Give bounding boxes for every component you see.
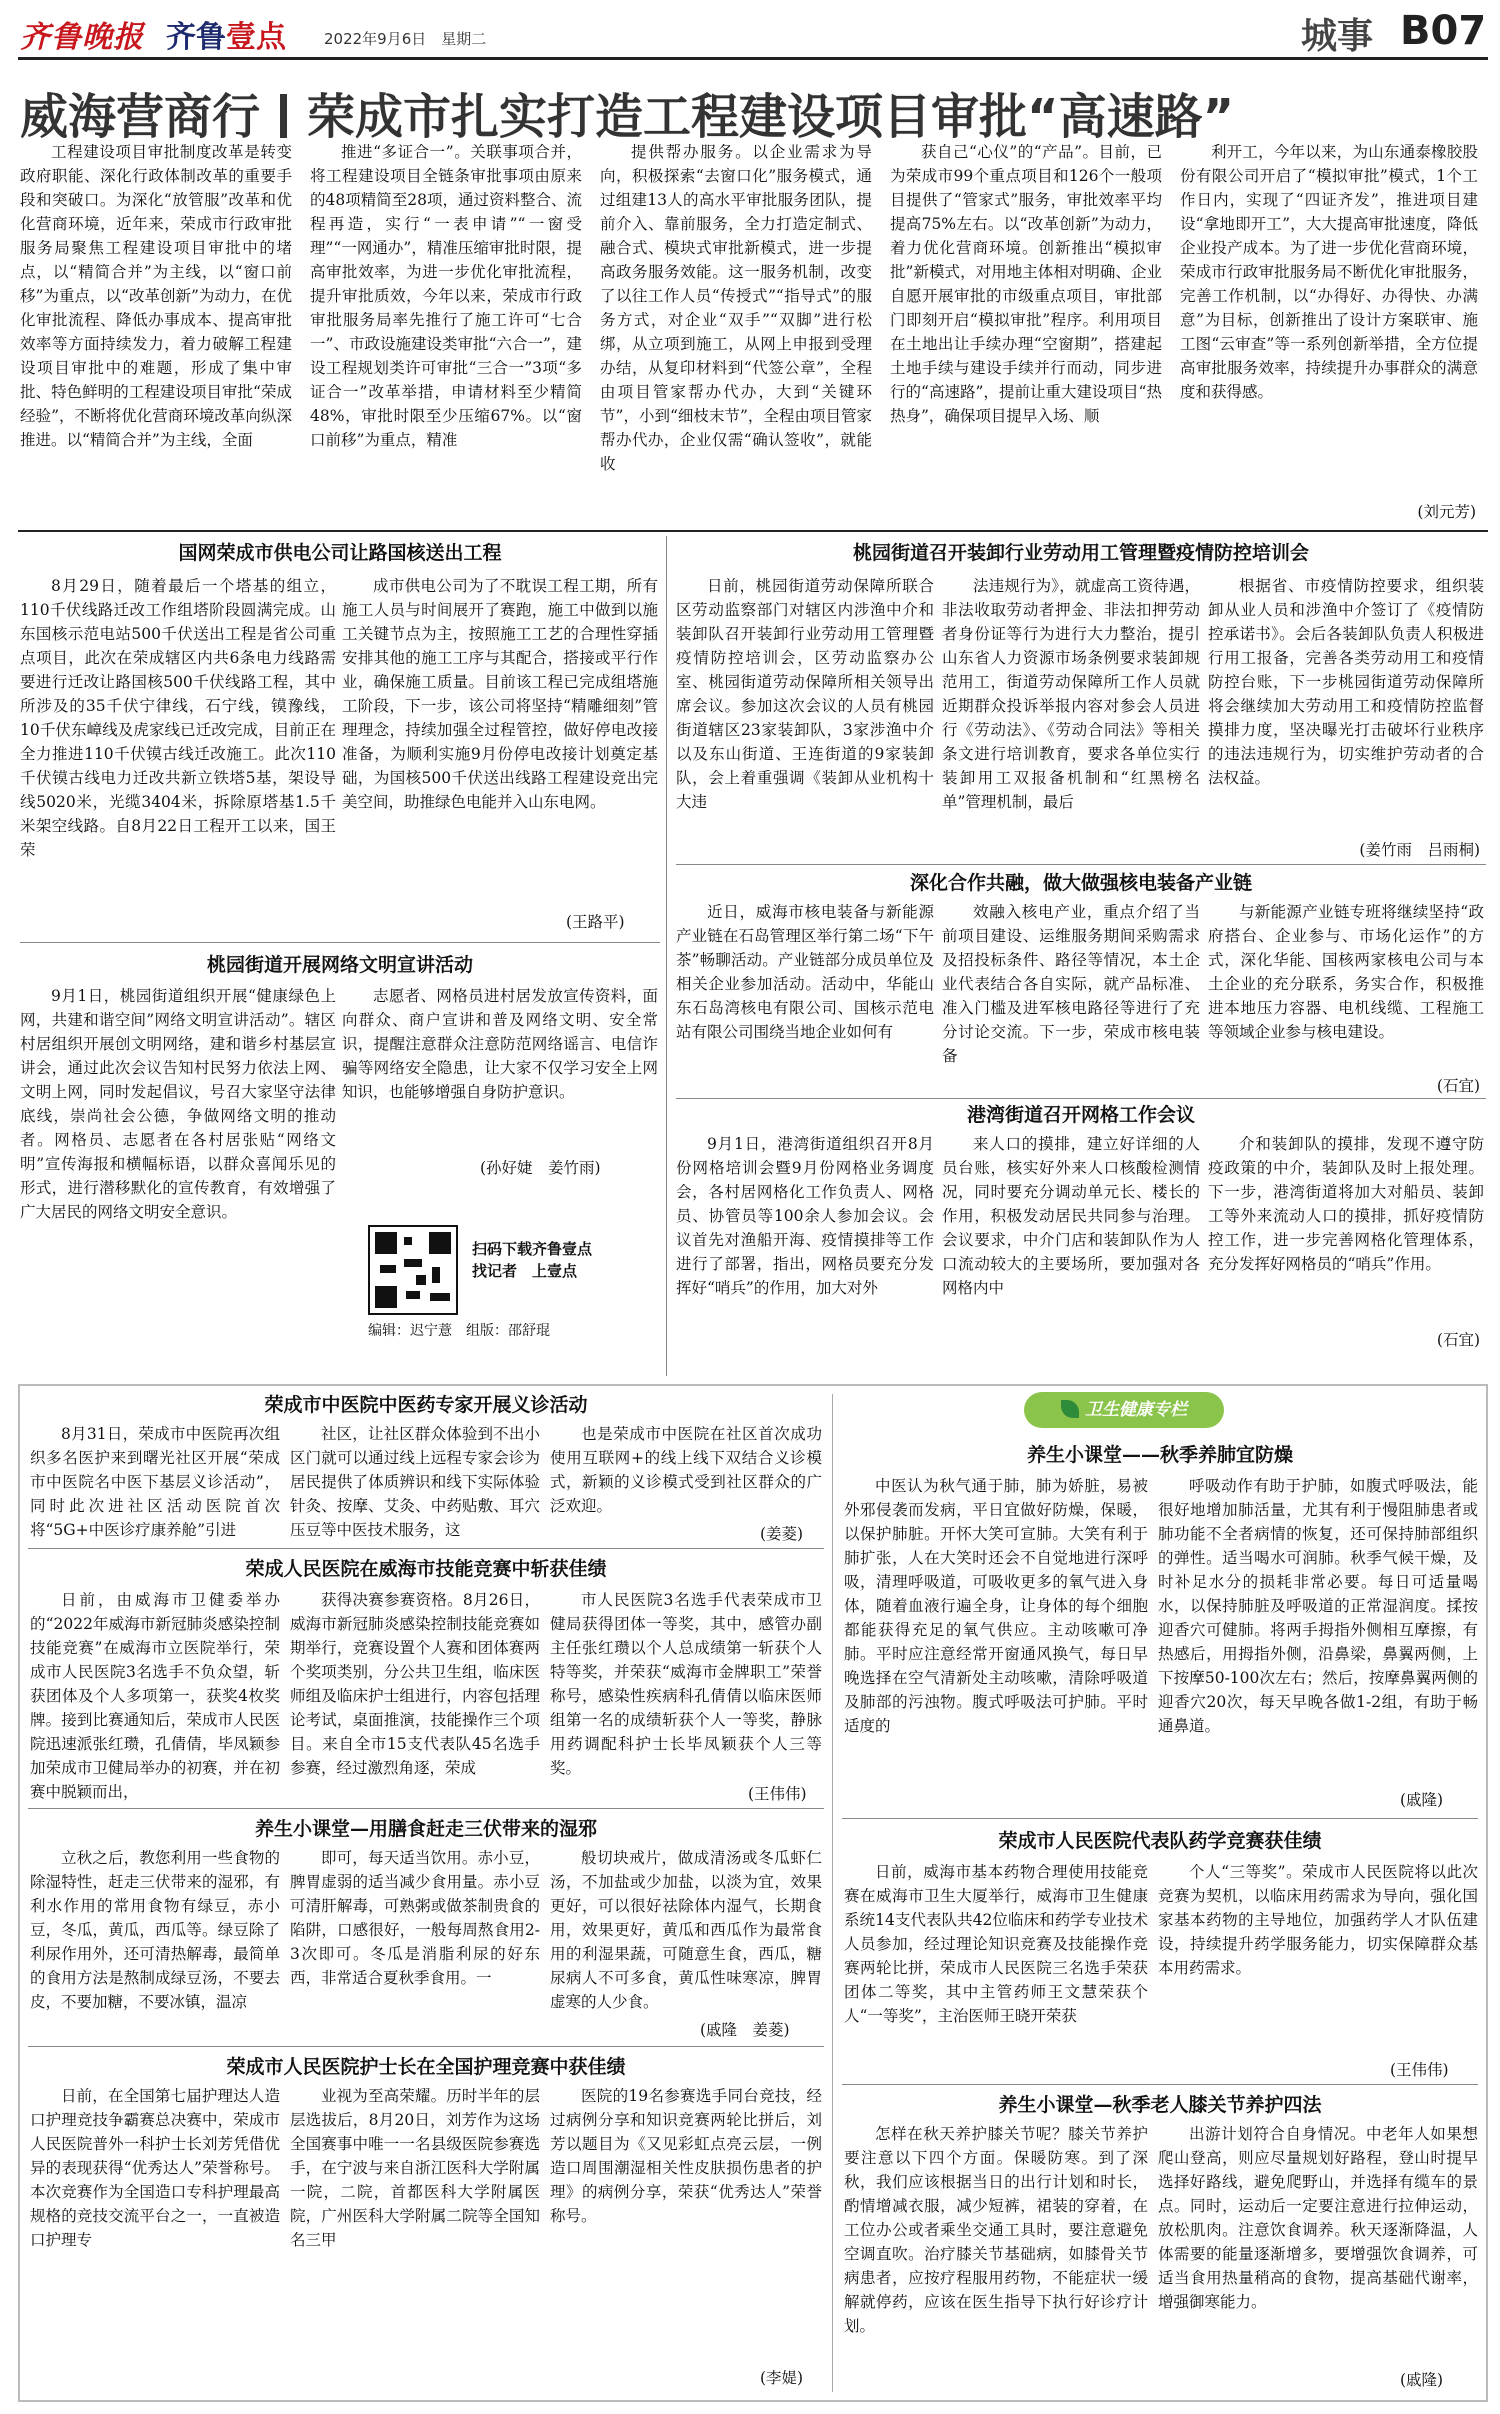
main-article-col1: 工程建设项目审批制度改革是转变政府职能、深化行政体制改革的重要手段和突破口。为深化“放管服”改革和优化营商环境，近年来，荣成市行政审批服务局聚焦工程建设项目审批中的堵点，以“精简合并”为主线，以“窗口前移”为重点，以“改革创新”为动力，在优化审批流程、降低办事成本、提高审批效率等方面持续发力，着力破解工程建设项目审批中的难题，形成了集中审批、特色鲜明的工程建设项目审批“荣成经验”，不断将优化营商环境改革向纵深推进。以“精简合并”为主线，全面 xyxy=(20,143,292,449)
article-body: 市人民医院3名选手代表荣成市卫健局获得团体一等奖，其中，感管办副主任张红瓒以个人总成绩第一斩获个人特等奖，并荣获“威海市金牌职工”荣誉称号，感染性疾病科孔倩倩以临床医师组第一名的成绩斩获个人一等奖，静脉用药调配科护士长毕凤颖获个人三等奖。 xyxy=(550,1591,822,1777)
main-byline: (刘元芳) xyxy=(1417,503,1476,521)
main-article-col4: 获自己“心仪”的“产品”。目前，已为荣成市99个重点项目和126个一般项目提供了“管家式”服务，审批效率平均提高75%左右。以“改革创新”为动力，着力优化营商环境。创新推出“模拟审批”新模式，对用地主体相对明确、企业自愿开展审批的市级重点项目，审批部门即刻开启“模拟审批”程序。利用项目在土地出让手续办理“空窗期”，搭建起土地手续与建设手续并行而动，同步进行的“高速路”，提前让重大建设项目“热热身”，确保项目提早入场、顺 xyxy=(890,143,1162,425)
divider xyxy=(28,2046,824,2047)
article-body: 业视为至高荣耀。历时半年的层层选拔后，8月20日，刘芳作为这场全国赛事中唯一一名县级医院参赛选手，在宁波与来自浙江医科大学附属一院，二院，首都医科大学附属医院，广州医科大学附属二院等全国知名三甲 xyxy=(290,2087,540,2249)
article-byline: (王伟伟) xyxy=(1390,2061,1449,2079)
article-title: 荣成市人民医院代表队药学竞赛获佳绩 xyxy=(998,1830,1322,1852)
article-title: 桃园街道召开装卸行业劳动用工管理暨疫情防控培训会 xyxy=(852,542,1309,564)
divider xyxy=(28,1808,824,1809)
qr-caption: 扫码下载齐鲁壹点 找记者 上壹点 xyxy=(472,1240,593,1280)
article-body: 即可，每天适当饮用。赤小豆，脾胃虚弱的适当减少食用量。赤小豆可清肝解毒，可熟粥或做茶制贵食的陷阱，口感很好，一般每周熬食用2-3次即可。冬瓜是消脂利尿的好东西，非常适合夏秋季食用。一 xyxy=(290,1849,540,1987)
article-title: 桃园街道开展网络文明宣讲活动 xyxy=(206,954,473,976)
article-body: 呼吸动作有助于护肺，如腹式呼吸法，能很好地增加肺活量，尤其有利于慢阻肺患者或肺功能不全者病情的恢复，还可保持肺部组织的弹性。适当喝水可润肺。秋季气候干燥，及时补足水分的损耗非常必要。每日可适量喝水，以保持肺脏及呼吸道的正常湿润度。揉按迎香穴可健肺。将两手拇指外侧相互摩擦，有热感后，用拇指外侧，沿鼻梁，鼻翼两侧，上下按摩50-100次左右；然后，按摩鼻翼两侧的迎香穴20次，每天早晚各做1-2组，有助于畅通鼻道。 xyxy=(1158,1477,1478,1735)
article-title: 荣成市人民医院护士长在全国护理竞赛中获佳绩 xyxy=(226,2056,626,2078)
article-body: 般切块戒片，做成清汤或冬瓜虾仁汤，不加盐或少加盐，以淡为宜，效果更好，可以很好祛除体内湿气，长期食用，效果更好，黄瓜和西瓜作为最常食用的利湿果蔬，可随意生食，西瓜，糖尿病人不可多食，黄瓜性味寒凉，脾胃虚寒的人少食。 xyxy=(550,1849,822,2011)
leaf-icon xyxy=(1061,1400,1079,1418)
article-body: 8月31日，荣成市中医院再次组织多名医护来到曙光社区开展“荣成市中医院名中医下基层义诊活动”，同时此次进社区活动医院首次将“5G+中医诊疗康养舱”引进 xyxy=(30,1425,280,1539)
article-body: 获得决赛参赛资格。8月26日，威海市新冠肺炎感染控制技能竞赛如期举行，竞赛设置个人赛和团体赛两个奖项类别，分公共卫生组，临床医师组及临床护士组进行，内容包括理论考试，桌面推演，技能操作三个项目。来自全市15支代表队45名选手参赛，经过激烈角逐，荣成 xyxy=(290,1591,540,1777)
article-body: 怎样在秋天养护膝关节呢？膝关节养护要注意以下四个方面。保暖防寒。到了深秋，我们应该根据当日的出行计划和时长，酌情增减衣服，减少短裤，裙装的穿着，在工位办公或者乘坐交通工具时，要注意避免空调直吹。治疗膝关节基础病，如膝骨关节病患者，应按疗程服用药物，不能症状一缓解就停药，应该在医生指导下执行好诊疗计划。 xyxy=(844,2125,1148,2335)
editor-credit: 编辑：迟宁薏 组版：邵舒琨 xyxy=(368,1323,550,1339)
article-body: 根据省、市疫情防控要求，组织装卸从业人员和涉渔中介签订了《疫情防控承诺书》。会后各装卸队负责人积极进行用工报备，完善各类劳动用工和疫情防控台账，下一步桃园街道劳动保障所将会继续加大劳动用工和疫情防控监督摸排力度，坚决曝光打击破坏行业秩序的违法违规行为，切实维护劳动者的合法权益。 xyxy=(1208,577,1484,787)
article-body: 个人“三等奖”。荣成市人民医院将以此次竞赛为契机，以临床用药需求为导向，强化国家基本药物的主导地位，加强药学人才队伍建设，持续提升药学服务能力，切实保障群众基本用药需求。 xyxy=(1158,1863,1478,1977)
divider xyxy=(676,864,1486,865)
article-body: 立秋之后，教您利用一些食物的除湿特性，赶走三伏带来的湿邪，有利水作用的常用食物有绿豆，赤小豆，冬瓜，黄瓜，西瓜等。绿豆除了利尿作用外，还可清热解毒，最简单的食用方法是熬制成绿豆汤，不要去皮，不要加糖，不要冰镇，温凉 xyxy=(30,1849,280,2011)
article-byline: (戚隆) xyxy=(1400,1791,1444,1809)
qr-code-icon[interactable] xyxy=(368,1225,458,1315)
article-byline: (王路平) xyxy=(566,913,625,931)
main-divider xyxy=(18,530,1488,532)
article-body: 中医认为秋气通于肺，肺为娇脏，易被外邪侵袭而发病，平日宜做好防燥，保暖，以保护肺脏。开怀大笑可宣肺。大笑有利于肺扩张，人在大笑时还会不自觉地进行深呼吸，清理呼吸道，可吸收更多的氧气进入身体，随着血液行遍全身，让身体的每个细胞都能获得充足的氧气供应。主动咳嗽可净肺。平时应注意经常开窗通风换气，每日早晚选择在空气清新处主动咳嗽，清除呼吸道及肺部的污浊物。腹式呼吸法可护肺。平时适度的 xyxy=(844,1477,1148,1735)
issue-date: 2022年9月6日 星期二 xyxy=(324,30,487,48)
article-title: 国网荣成市供电公司让路国核送出工程 xyxy=(178,542,502,564)
main-article-col2: 推进“多证合一”。关联事项合并，将工程建设项目全链条审批事项由原来的48项精简至28项，通过资料整合、流程再造，实行“一表申请”“一窗受理”“一网通办”，精准压缩审批时限，提高审批效率，为进一步优化审批流程，提升审批质效，今年以来，荣成市行政审批服务局率先推行了施工许可“七合一”、市政设施建设类审批“六合一”，建设工程规划类许可审批“三合一”3项“多证合一”改革举措，申请材料至少精简48%，审批时限至少压缩67%。以“窗口前移”为重点，精准 xyxy=(310,143,582,449)
article-body: 日前，由威海市卫健委举办的“2022年威海市新冠肺炎感染控制技能竞赛”在威海市立医院举行，荣成市人民医院3名选手不负众望，斩获团体及个人多项第一，获奖4枚奖牌。接到比赛通知后，荣成市人民医院迅速派张红瓒，孔倩倩，毕凤颖参加荣成市卫健局举办的初赛，并在初赛中脱颖而出， xyxy=(30,1591,280,1801)
headline-divider xyxy=(280,94,287,138)
article-title: 深化合作共融，做大做强核电装备产业链 xyxy=(909,872,1252,894)
article-body: 医院的19名参赛选手同台竞技，经过病例分享和知识竞赛两轮比拼后，刘芳以题目为《又见彩虹点亮云层，一例造口周围潮湿相关性皮肤损伤患者的护理》的病例分享，荣获“优秀达人”荣誉称号。 xyxy=(550,2087,822,2225)
article-byline: (王伟伟) xyxy=(748,1785,807,1803)
divider xyxy=(842,1818,1478,1819)
article-body: 社区，让社区群众体验到不出小区门就可以通过线上远程专家会诊为居民提供了体质辨识和线下实际体验针灸、按摩、艾灸、中药贴敷、耳穴压豆等中医技术服务，这 xyxy=(290,1425,540,1539)
main-article-col3: 提供帮办服务。以企业需求为导向，积极探索“去窗口化”服务模式，通过组建13人的高水平审批服务团队，提前介入、靠前服务，全力打造定制式、融合式、模块式审批新模式，进一步提高政务服务效能。这一服务机制，改变了以往工作人员“传授式”“指导式”的服务方式，对企业“双手”“双脚”进行松绑，从立项到施工，从网上申报到受理办结，从复印材料到“代签公章”，全程由项目管家帮办代办，大到“关键环节”，小到“细枝末节”，全程由项目管家帮办代办，企业仅需“确认签收”，就能收 xyxy=(600,143,872,473)
article-body: 来人口的摸排，建立好详细的人员台账，核实好外来人口核酸检测情况，同时要充分调动单元长、楼长的作用，积极发动居民共同参与治理。会议要求，中介门店和装卸队作为人口流动较大的主要场所，要加强对各网格内中 xyxy=(942,1135,1200,1297)
article-title: 荣成市中医院中医药专家开展义诊活动 xyxy=(264,1394,588,1416)
article-byline: (孙好婕 姜竹雨) xyxy=(480,1159,601,1177)
article-byline: (戚隆 姜菱) xyxy=(700,2021,790,2039)
article-byline: (李媞) xyxy=(760,2369,804,2387)
article-body: 近日，威海市核电装备与新能源产业链在石岛管理区举行第二场“下午茶”畅聊活动。产业链部分成员单位及相关企业参加活动。活动中，华能山东石岛湾核电有限公司、国核示范电站有限公司围绕当地企业如何有 xyxy=(676,903,934,1041)
health-column-badge: 卫生健康专栏 xyxy=(1024,1392,1224,1428)
article-body: 与新能源产业链专班将继续坚持“政府搭台、企业参与、市场化运作”的方式，深化华能、国核两家核电公司与本土企业的充分联系，务实合作，积极推进本地压力容器、电机线缆、工程施工等领域企业参与核电建设。 xyxy=(1208,903,1484,1041)
main-headline: 威海营商行 荣成市扎实打造工程建设项目审批“高速路” xyxy=(20,89,1235,145)
article-byline: (石宜) xyxy=(1436,1331,1480,1349)
divider xyxy=(20,942,660,943)
article-body: 日前，桃园街道劳动保障所联合区劳动监察部门对辖区内涉渔中介和装卸队召开装卸行业劳动用工管理暨疫情防控培训会，区劳动监察办公室、桃园街道劳动保障所相关领导出席会议。参加这次会议的人员有桃园街道辖区23家装卸队，3家涉渔中介以及东山街道、王连街道的9家装卸队，会上着重强调《装卸从业机构十大违 xyxy=(676,577,934,811)
article-body: 日前，在全国第七届护理达人造口护理竞技争霸赛总决赛中，荣成市人民医院普外一科护士长刘芳凭借优异的表现获得“优秀达人”荣誉称号。本次竞赛作为全国造口专科护理最高规格的竞技交流平台之一，一直被造口护理专 xyxy=(30,2087,280,2249)
divider xyxy=(28,1548,824,1549)
divider xyxy=(842,2084,1478,2085)
article-body: 志愿者、网格员进村居发放宣传资料，面向群众、商户宣讲和普及网络文明、安全常识，提醒注意群众注意防范网络谣言、电信诈骗等网络安全隐患，让大家不仅学习安全上网知识，也能够增强自身防护意识。 xyxy=(342,987,658,1101)
masthead xyxy=(18,8,1488,60)
article-title: 养生小课堂——秋季养肺宜防燥 xyxy=(1026,1444,1293,1466)
article-body: 9月1日，港湾街道组织召开8月份网格培训会暨9月份网格业务调度会，各村居网格化工作负责人、网格员、协管员等100余人参加会议。会议首先对渔船开海、疫情摸排等工作进行了部署，指出，网格员要充分发挥好“哨兵”的作用，加大对外 xyxy=(676,1135,934,1297)
logo-qilu-yidian: 齐鲁壹点 xyxy=(166,20,286,55)
article-byline: (石宜) xyxy=(1436,1077,1480,1095)
logo-qilu-evening-news: 齐鲁晚报 xyxy=(20,20,144,55)
article-byline: (姜菱) xyxy=(760,1525,804,1543)
article-title: 养生小课堂—用膳食赶走三伏带来的湿邪 xyxy=(254,1818,597,1840)
article-title: 港湾街道召开网格工作会议 xyxy=(966,1104,1195,1126)
section-name: 城事 xyxy=(1301,16,1374,57)
column-divider xyxy=(832,1394,833,2392)
article-byline: (姜竹雨 吕雨桐) xyxy=(1359,841,1480,859)
article-body: 介和装卸队的摸排，发现不遵守防疫政策的中介，装卸队及时上报处理。下一步，港湾街道将加大对船员、装卸工等外来流动人口的摸排，抓好疫情防控工作，进一步完善网格化管理体系，充分发挥好网格员的“哨兵”作用。 xyxy=(1208,1135,1484,1273)
article-byline: (戚隆) xyxy=(1400,2371,1444,2389)
article-title: 荣成人民医院在威海市技能竞赛中斩获佳绩 xyxy=(245,1558,607,1580)
article-body: 效融入核电产业，重点介绍了当前项目建设、运维服务期间采购需求及招投标条件、路径等情况，本土企业代表结合各自实际，就产品标准、准入门槛及进军核电路径等进行了充分讨论交流。下一步，荣成市核电装备 xyxy=(942,903,1200,1065)
article-body: 法违规行为》，就虚高工资待遇，非法收取劳动者押金、非法扣押劳动者身份证等行为进行大力整治，提引山东省人力资源市场条例要求装卸规范用工，街道劳动保障所工作人员就近期群众投诉举报内容对参会人员进行《劳动法》、《劳动合同法》等相关条文进行培训教育，要求各单位实行装卸用工双报备机制和“红黑榜名单”管理机制，最后 xyxy=(942,577,1200,811)
article-body: 也是荣成市中医院在社区首次成功使用互联网+的线上线下双结合义诊模式，新颖的义诊模式受到社区群众的广泛欢迎。 xyxy=(550,1425,822,1515)
article-body: 9月1日，桃园街道组织开展“健康绿色上网，共建和谐空间”网络文明宣讲活动”。辖区村居组织开展创文明网络，建和谐乡村基层宣讲会，通过此次会议告知村民努力依法上网、文明上网，同时发起倡议，号召大家坚守法律底线，崇尚社会公德，争做网络文明的推动者。网格员、志愿者在各村居张贴“网络文明”宣传海报和横幅标语，以群众喜闻乐见的形式，进行潜移默化的宣传教育，有效增强了广大居民的网络文明安全意识。 xyxy=(20,987,336,1221)
main-article-col5: 利开工，今年以来，为山东通泰橡胶股份有限公司开启了“模拟审批”模式，1个工作日内，实现了“四证齐发”，推进项目建设“拿地即开工”，大大提高审批速度，降低企业投产成本。为了进一步优化营商环境，荣成市行政审批服务局不断优化审批服务，完善工作机制，以“办得好、办得快、办满意”为目标，创新推出了设计方案联审、施工图“云审查”等一系列创新举措，全方位提高审批服务效率，持续提升办事群众的满意度和获得感。 xyxy=(1180,143,1478,401)
article-body: 8月29日，随着最后一个塔基的组立，110千伏线路迁改工作组塔阶段圆满完成。山东国核示范电站500千伏送出工程是省公司重点项目，此次在荣成辖区内共6条电力线路需要进行迁改让路国核500千伏线路工程，其中所涉及的35千伏宁律线，石宁线，镆豫线，10千伏东嶂线及虎家线已迁改完成，目前正在全力推进110千伏镆古线迁改施工。此次110千伏镆古线电力迁改共新立铁塔5基，架设导线5020米，光缆3404米，拆除原塔基1.5千米架空线路。自8月22日工程开工以来，国王荣 xyxy=(20,577,336,859)
column-divider xyxy=(666,536,667,1376)
article-body: 日前，威海市基本药物合理使用技能竞赛在威海市卫生大厦举行，威海市卫生健康系统14支代表队共42位临床和药学专业技术人员参加，经过理论知识竞赛及技能操作竞赛两轮比拼，荣成市人民医院三名选手荣获团体二等奖，其中主管药师王文慧荣获个人“一等奖”，主治医师王晓开荣获 xyxy=(844,1863,1148,2025)
page-number: B07 xyxy=(1400,8,1487,54)
article-title: 养生小课堂—秋季老人膝关节养护四法 xyxy=(998,2094,1322,2116)
article-body: 成市供电公司为了不耽误工程工期，所有施工人员与时间展开了赛跑，施工中做到以施工关键节点为主，按照施工工艺的合理性穿插安排其他的施工工序与其配合，搭接或平行作业，确保施工质量。目前该工程已完成组塔施工阶段，下一步，该公司将坚持“精雕细刻”管理理念，持续加强全过程管控，做好停电改接准备，为顺利实施9月份停电改接计划奠定基础，为国核500千伏送出线路工程建设竞出完美空间，助推绿色电能并入山东电网。 xyxy=(342,577,658,811)
divider xyxy=(676,1098,1486,1099)
article-body: 出游计划符合自身情况。中老年人如果想爬山登高，则应尽量规划好路程，登山时提早选择好路线，避免爬野山，并选择有缆车的景点。同时，运动后一定要注意进行拉伸运动，放松肌肉。注意饮食调养。秋天逐渐降温，人体需要的能量逐渐增多，要增强饮食调养，可适当食用热量稍高的食物，提高基础代谢率，增强御寒能力。 xyxy=(1158,2125,1478,2311)
